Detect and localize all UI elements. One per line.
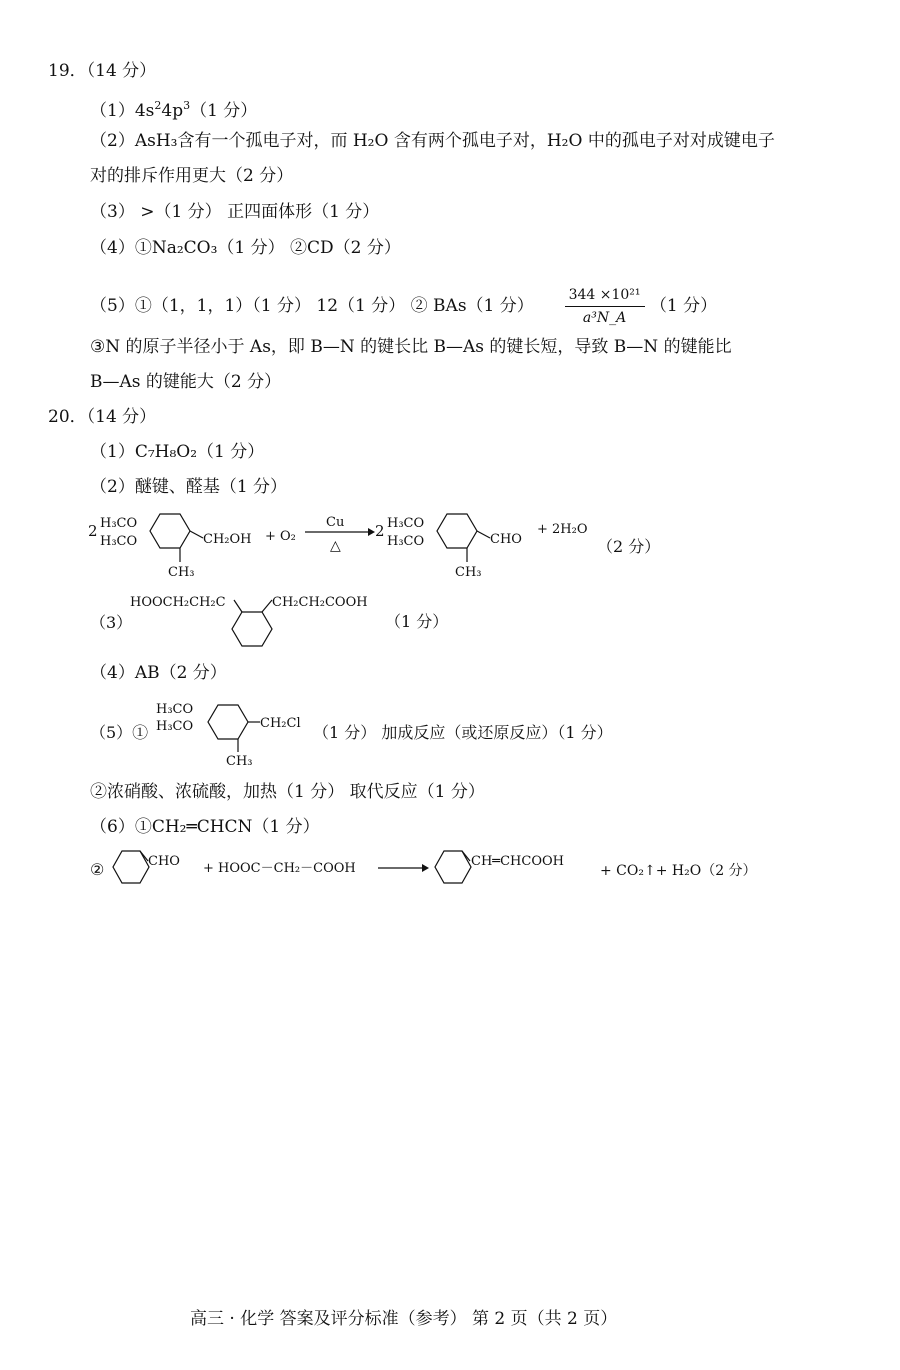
part3-score: （1 分） — [385, 612, 449, 631]
eq-right-och3-bot: H₃CO — [387, 534, 425, 549]
part5-ch3: CH₃ — [226, 754, 253, 769]
part3-left-bond — [234, 600, 242, 612]
q19-part5-line2: ③N 的原子半径小于 As，即 B—N 的键长比 B—As 的键长短，导致 B—N 的键能比 — [90, 337, 732, 357]
q19-part3: （3） >（1 分） 正四面体形（1 分） — [90, 202, 380, 222]
part6-cho: CHO — [148, 854, 180, 869]
q19-part1-d: 3 — [183, 99, 191, 112]
eq-right-benzene-ring — [437, 514, 477, 548]
q19-header: 19．（14 分） — [48, 61, 157, 81]
q19-part1-c: 4p — [161, 101, 184, 121]
part3-structure — [0, 585, 900, 665]
eq-coef-right: 2 — [375, 522, 385, 540]
eq-right-bond — [477, 531, 490, 538]
q19-part2-line1: （2）AsH₃含有一个孤电子对，而 H₂O 含有两个孤电子对，H₂O 中的孤电子对对成键电子 — [90, 131, 775, 151]
q19-part5-denominator: a³N_A — [582, 310, 627, 326]
q19-part5-numerator: 344 ×10²¹ — [565, 284, 645, 307]
page-footer: 高三 · 化学 答案及评分标准（参考） 第 2 页（共 2 页） — [190, 1309, 618, 1329]
part6-label: ② — [90, 860, 105, 879]
part3-right-chain: CH₂CH₂COOH — [272, 595, 368, 610]
q20-part1: （1）C₇H₈O₂（1 分） — [90, 442, 265, 462]
eq-right-och3-top: H₃CO — [387, 516, 425, 531]
part3-right-bond — [262, 600, 272, 612]
eq-plus-o2: + O₂ — [265, 529, 296, 544]
eq-coef-left: 2 — [88, 522, 98, 540]
q19-part2-line2: 对的排斥作用更大（2 分） — [90, 166, 294, 186]
q19-part1-a: 4s — [134, 101, 155, 121]
part5-cyclohexane-ring — [208, 705, 248, 739]
q20-part4: （4）AB（2 分） — [90, 663, 227, 683]
q20-part6: （6）①CH₂═CHCN（1 分） — [90, 817, 320, 837]
part5-structure — [0, 692, 900, 772]
eq-arrow-head — [368, 528, 375, 536]
eq-catalyst: Cu — [326, 515, 345, 530]
eq-left-bond — [190, 531, 203, 538]
part3-left-chain: HOOCH₂CH₂C — [130, 595, 226, 610]
part5-score: （1 分） 加成反应（或还原反应）（1 分） — [313, 723, 613, 742]
part5-och3-top: H₃CO — [156, 702, 194, 717]
q20-part2: （2）醚键、醛基（1 分） — [90, 477, 288, 497]
part6-product: CH═CHCOOH — [471, 854, 564, 869]
q19-part5-line3: B—As 的键能大（2 分） — [90, 372, 282, 392]
q19-part5-fraction — [565, 284, 645, 329]
eq-left-ch2oh: CH₂OH — [203, 532, 252, 547]
eq-left-benzene-ring — [150, 514, 190, 548]
q20-part5-line2: ②浓硝酸、浓硫酸，加热（1 分） 取代反应（1 分） — [90, 782, 485, 802]
eq-plus-water: + 2H₂O — [537, 522, 588, 537]
eq-score: （2 分） — [597, 537, 661, 556]
part6-product-bond — [462, 851, 470, 861]
eq-left-och3-top: H₃CO — [100, 516, 138, 531]
part6-tail: + CO₂↑+ H₂O（2 分） — [600, 863, 757, 879]
part6-equation — [0, 845, 900, 895]
q19-part5 — [90, 284, 717, 329]
q20-header: 20．（14 分） — [48, 407, 157, 427]
part5-ch2cl: CH₂Cl — [260, 716, 301, 731]
eq-left-och3-bot: H₃CO — [100, 534, 138, 549]
q19-part1-label: （1） — [90, 101, 135, 121]
part5-och3-bot: H₃CO — [156, 719, 194, 734]
part6-cho-bond — [140, 851, 148, 861]
part3-benzene-ring — [232, 612, 272, 646]
q19-part5-text: （5）①（1，1，1）（1 分） 12（1 分） ② BAs（1 分） — [90, 296, 534, 316]
q19-part1-b: 2 — [154, 99, 162, 112]
q19-part1 — [90, 95, 257, 122]
oxidation-equation — [0, 500, 900, 590]
part3-label: （3） — [90, 613, 133, 632]
part6-arrow-head — [422, 864, 429, 872]
eq-left-ch3: CH₃ — [168, 565, 195, 580]
eq-heat: △ — [330, 538, 341, 554]
q19-part5-score: （1 分） — [649, 296, 718, 316]
q19-part1-score: （1 分） — [190, 101, 258, 121]
part6-malonic-acid: + HOOC－CH₂－COOH — [203, 861, 356, 876]
eq-right-cho: CHO — [490, 532, 522, 547]
q19-part4: （4）①Na₂CO₃（1 分） ②CD（2 分） — [90, 238, 401, 258]
part5-label: （5）① — [90, 723, 149, 742]
eq-right-ch3: CH₃ — [455, 565, 482, 580]
